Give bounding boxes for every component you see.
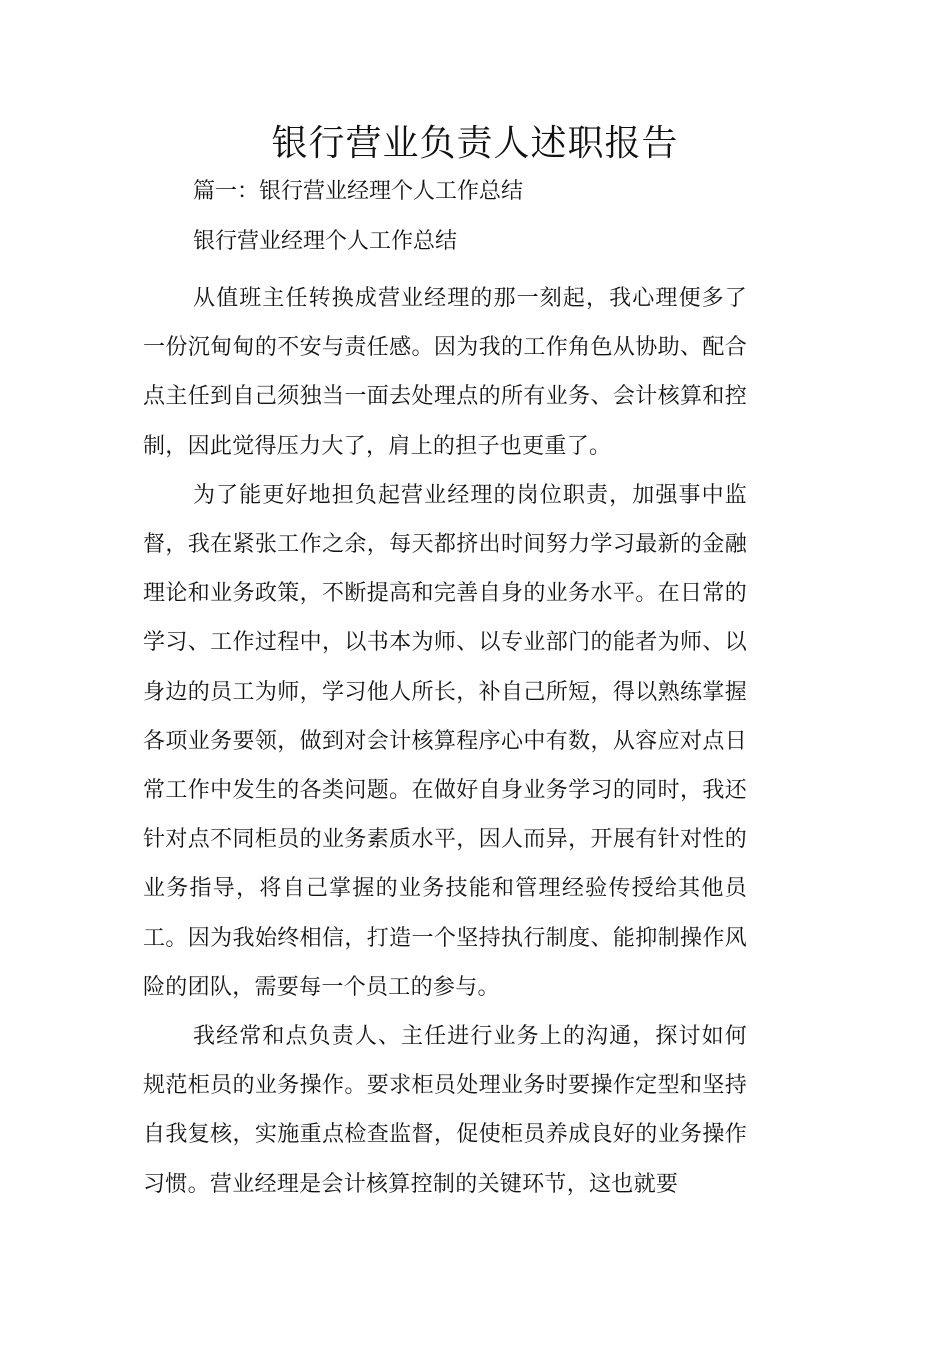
paragraph-1: 从值班主任转换成营业经理的那一刻起，我心理便多了一份沉甸甸的不安与责任感。因为我的工作角色从协助、配合点主任到自己须独当一面去处理点的所有业务、会计核算和控制，因此觉得压力大了，肩上的担子也更重了。 [143,286,747,459]
sub-heading: 银行营业经理个人工作总结 [193,229,458,254]
body-text [143,274,747,1209]
document-title: 银行营业负责人述职报告 [271,123,679,164]
paragraph-3: 我经常和点负责人、主任进行业务上的沟通，探讨如何规范柜员的业务操作。要求柜员处理业务时要操作定型和坚持自我复核，实施重点检查监督，促使柜员养成良好的业务操作习惯。营业经理是会计核算控制的关键环节，这也就要 [143,1024,747,1197]
section-heading: 篇一：银行营业经理个人工作总结 [193,179,524,204]
paragraph-2: 为了能更好地担负起营业经理的岗位职责，加强事中监督，我在紧张工作之余，每天都挤出时间努力学习最新的金融理论和业务政策，不断提高和完善自身的业务水平。在日常的学习、工作过程中，以书本为师、以专业部门的能者为师、以身边的员工为师，学习他人所长，补自己所短，得以熟练掌握各项业务要领，做到对会计核算程序心中有数，从容应对点日常工作中发生的各类问题。在做好自身业务学习的同时，我还针对点不同柜员的业务素质水平，因人而异，开展有针对性的业务指导，将自己掌握的业务技能和管理经验传授给其他员工。因为我始终相信，打造一个坚持执行制度、能抑制操作风险的团队，需要每一个员工的参与。 [143,482,747,1000]
